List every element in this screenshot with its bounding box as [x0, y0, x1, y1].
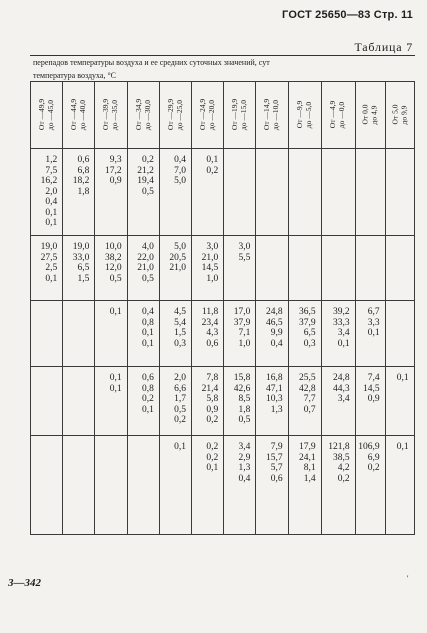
- cell-values: 9,3 17,2 0,9: [104, 155, 122, 186]
- cell-values: 7,8 21,4 5,8 0,9 0,2: [201, 373, 219, 425]
- column-header-label: От 5,0 до 9,9: [390, 104, 408, 125]
- column-header-label: От —14,9 до —10,0: [262, 98, 281, 131]
- table-cell: [224, 149, 256, 236]
- data-table: [30, 81, 415, 535]
- table-cell: [355, 236, 385, 301]
- cell-values: 1,2 7,5 16,2 2,0 0,4 0,1 0,1: [40, 155, 58, 228]
- table-row: [31, 149, 415, 236]
- table-cell: [224, 301, 256, 367]
- table-cell: [159, 367, 191, 436]
- column-header: [385, 82, 414, 149]
- table-cell: [159, 236, 191, 301]
- table-cell: [159, 149, 191, 236]
- cell-values: 0,2 21,2 19,4 0,5: [137, 155, 154, 197]
- table-cell: [288, 301, 321, 367]
- cell-values: 11,8 23,4 4,3 0,6: [201, 307, 219, 349]
- table-cell: [31, 301, 63, 367]
- cell-values: 0,1: [396, 373, 409, 383]
- cell-values: [386, 149, 414, 155]
- cell-values: 39,2 33,3 3,4 0,1: [333, 307, 350, 349]
- table-cell: [355, 149, 385, 236]
- cell-values: 17,0 37,9 7,1 1,0: [233, 307, 251, 349]
- cell-values: [289, 149, 321, 155]
- table-cell: [95, 236, 127, 301]
- column-header-label: От —44,9 до —40,0: [69, 98, 87, 131]
- table-cell: [385, 301, 414, 367]
- cell-values: [356, 149, 385, 155]
- cell-values: [256, 149, 287, 155]
- table-cell: [127, 436, 159, 535]
- column-header: [63, 82, 95, 149]
- table-cell: [288, 436, 321, 535]
- column-header: [127, 82, 159, 149]
- table-row: [31, 436, 415, 535]
- cell-values: 0,1: [174, 442, 187, 452]
- cell-values: 19,0 27,5 2,5 0,1: [40, 242, 58, 284]
- table-cell: [256, 367, 288, 436]
- cell-values: [386, 301, 414, 307]
- cell-values: [31, 367, 62, 373]
- table-cell: [127, 236, 159, 301]
- column-header: [224, 82, 256, 149]
- table-number: Таблица 7: [354, 40, 413, 54]
- cell-values: [322, 149, 355, 155]
- cell-values: 0,6 6,8 18,2 1,8: [72, 155, 90, 197]
- cell-values: 10,0 38,2 12,0 0,5: [104, 242, 122, 284]
- table-cell: [159, 301, 191, 367]
- cell-values: [63, 436, 94, 442]
- table-cell: [385, 236, 414, 301]
- table-cell: [385, 436, 414, 535]
- cell-values: [63, 367, 94, 373]
- column-header-label: От 0,0 до 4,9: [360, 104, 379, 125]
- cell-values: [224, 149, 255, 155]
- table-cell: [385, 367, 414, 436]
- column-header-label: От —19,9 до —15,0: [230, 98, 248, 131]
- cell-values: 0,1: [396, 442, 409, 452]
- cell-values: 3,4 2,9 1,3 0,4: [238, 442, 251, 484]
- cell-values: 121,8 38,5 4,2 0,2: [328, 442, 350, 484]
- table-cell: [224, 367, 256, 436]
- table-cell: [159, 436, 191, 535]
- table-cell: [192, 236, 224, 301]
- cell-values: 24,8 44,3 3,4: [333, 373, 350, 404]
- column-header-label: От —34,9 до —30,0: [133, 98, 152, 131]
- table-cell: [63, 149, 95, 236]
- table-cell: [31, 436, 63, 535]
- tick-mark: ': [407, 574, 409, 583]
- table-cell: [95, 301, 127, 367]
- table-cell: [63, 367, 95, 436]
- cell-values: 0,6 0,8 0,2 0,1: [141, 373, 154, 415]
- cell-values: 15,8 42,6 8,5 1,8 0,5: [233, 373, 251, 425]
- cell-values: 6,7 3,3 0,1: [367, 307, 380, 338]
- cell-values: 106,9 6,9 0,2: [358, 442, 380, 473]
- table-row: [31, 367, 415, 436]
- table-top-rule: [30, 55, 415, 56]
- table-cell: [321, 236, 355, 301]
- table-subtitle-days: перепадов температуры воздуха и ее средних суточных значений, сут: [33, 58, 270, 67]
- cell-values: [31, 301, 62, 307]
- cell-values: 0,4 0,8 0,1 0,1: [141, 307, 154, 349]
- cell-values: 0,2 0,2 0,1: [206, 442, 219, 473]
- table-cell: [63, 436, 95, 535]
- column-header: [355, 82, 385, 149]
- cell-values: [322, 236, 355, 242]
- table-cell: [192, 149, 224, 236]
- header-row: [31, 82, 415, 149]
- cell-values: 0,4 7,0 5,0: [174, 155, 187, 186]
- cell-values: [31, 436, 62, 442]
- column-header-label: От —29,9 до —25,0: [165, 98, 184, 131]
- column-header-label: От —24,9 до —20,0: [198, 98, 216, 131]
- table-cell: [63, 236, 95, 301]
- column-header-label: От —9,9 до —5,0: [295, 100, 313, 129]
- table-cell: [127, 367, 159, 436]
- table-cell: [355, 367, 385, 436]
- cell-values: 25,5 42,8 7,7 0,7: [299, 373, 316, 415]
- cell-values: 0,1 0,2: [206, 155, 219, 176]
- table-cell: [288, 236, 321, 301]
- cell-values: 4,5 5,4 1,5 0,3: [174, 307, 187, 349]
- column-header: [192, 82, 224, 149]
- table-cell: [321, 367, 355, 436]
- cell-values: [128, 436, 159, 442]
- table-cell: [355, 301, 385, 367]
- cell-values: [356, 236, 385, 242]
- table-cell: [192, 367, 224, 436]
- table-row: [31, 236, 415, 301]
- cell-values: 7,9 15,7 5,7 0,6: [266, 442, 283, 484]
- table-cell: [192, 436, 224, 535]
- cell-values: 16,8 47,1 10,3 1,3: [266, 373, 283, 415]
- table-cell: [288, 367, 321, 436]
- table-cell: [95, 149, 127, 236]
- table-subtitle-temperature: температура воздуха, °С: [33, 71, 117, 80]
- cell-values: 5,0 20,5 21,0: [169, 242, 187, 273]
- cell-values: 3,0 5,5: [238, 242, 251, 263]
- cell-values: 24,8 46,5 9,9 0,4: [266, 307, 283, 349]
- column-header: [95, 82, 127, 149]
- page-code: 3—342: [8, 577, 41, 589]
- table-cell: [127, 149, 159, 236]
- cell-values: [95, 436, 126, 442]
- table-cell: [224, 436, 256, 535]
- column-header: [288, 82, 321, 149]
- cell-values: [386, 236, 414, 242]
- table-row: [31, 301, 415, 367]
- table-cell: [321, 301, 355, 367]
- table-cell: [256, 436, 288, 535]
- cell-values: 0,1: [109, 307, 122, 317]
- cell-values: 0,1 0,1: [109, 373, 122, 394]
- column-header-label: От —39,9 до —35,0: [101, 98, 120, 131]
- cell-values: 17,9 24,1 8,1 1,4: [299, 442, 316, 484]
- table-cell: [95, 367, 127, 436]
- table-cell: [31, 236, 63, 301]
- table-cell: [256, 301, 288, 367]
- column-header: [256, 82, 288, 149]
- cell-values: 36,5 37,9 6,5 0,3: [299, 307, 316, 349]
- column-header-label: От —4,9 до —0,0: [328, 100, 347, 129]
- table-cell: [321, 149, 355, 236]
- cell-values: 2,0 6,6 1,7 0,5 0,2: [174, 373, 187, 425]
- table-cell: [321, 436, 355, 535]
- table-cell: [256, 149, 288, 236]
- column-header: [159, 82, 191, 149]
- table-cell: [224, 236, 256, 301]
- cell-values: 4,0 22,0 21,0 0,5: [137, 242, 154, 284]
- cell-values: [63, 301, 94, 307]
- page-header: ГОСТ 25650—83 Стр. 11: [282, 9, 413, 21]
- table-cell: [288, 149, 321, 236]
- cell-values: 7,4 14,5 0,9: [363, 373, 380, 404]
- table-cell: [355, 436, 385, 535]
- table-cell: [192, 301, 224, 367]
- table-cell: [385, 149, 414, 236]
- table-cell: [31, 367, 63, 436]
- cell-values: 3,0 21,0 14,5 1,0: [201, 242, 219, 284]
- table-cell: [95, 436, 127, 535]
- column-header-label: От —49,9 до —45,0: [37, 98, 55, 131]
- cell-values: [289, 236, 321, 242]
- table-cell: [63, 301, 95, 367]
- table-cell: [256, 236, 288, 301]
- cell-values: [256, 236, 287, 242]
- table-cell: [31, 149, 63, 236]
- column-header: [31, 82, 63, 149]
- column-header: [321, 82, 355, 149]
- cell-values: 19,0 33,0 6,5 1,5: [72, 242, 90, 284]
- table-cell: [127, 301, 159, 367]
